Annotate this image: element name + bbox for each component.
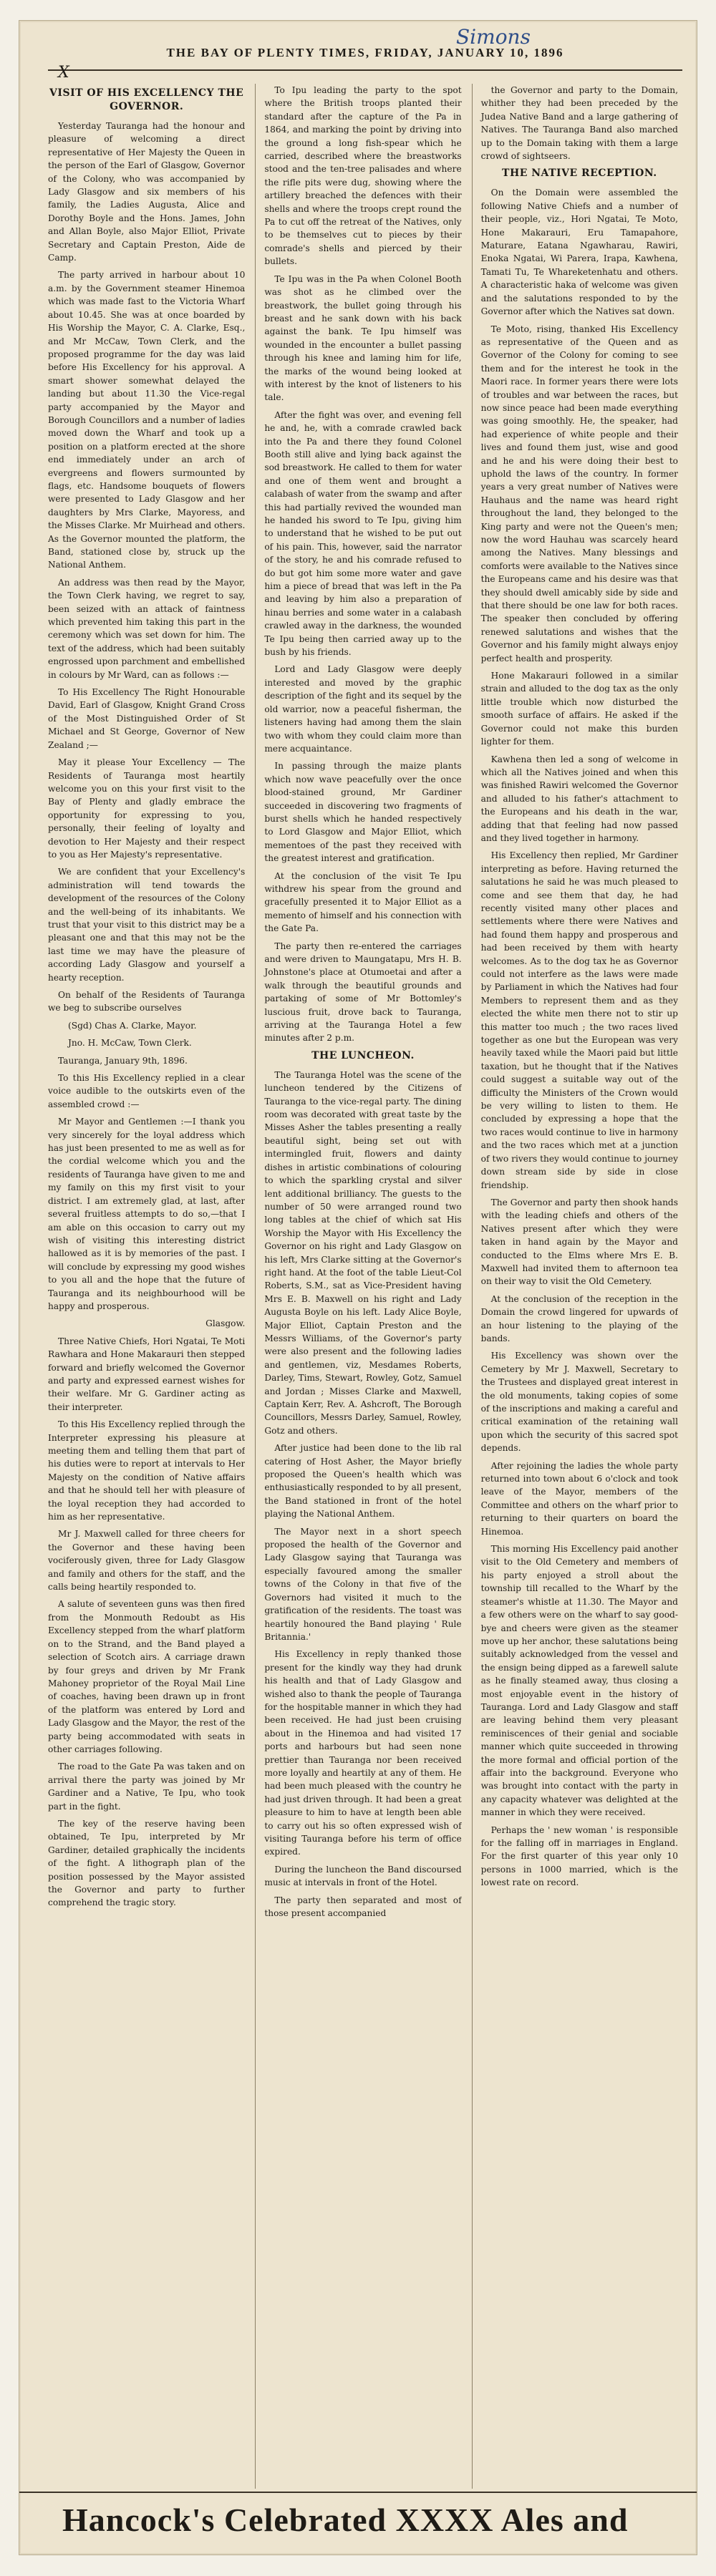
paragraph: The party then separated and most of those present accompanied — [264, 1895, 462, 1919]
paragraph: The road to the Gate Pa was taken and on arrival there the party was joined by Mr Gardiner and a Native, Te Ipu, who took part in the fight. — [48, 1761, 246, 1812]
paragraph: To this His Excellency replied in a clear voice audible to the outskirts even of the assembled crowd :— — [48, 1073, 246, 1109]
paragraph: Te Moto, rising, thanked His Excellency as representative of the Queen and as Governor of the Colony for coming to see them and for the interest he took in the Maori race. In former years there were lots of troubles and war between the races, but now since peace had been made everything was going smoothly. He, the speaker, had had experience of white people and their lives and found them just, wise and good and he and his were doing their best to uphold the laws of the country. In former years a very great number of Natives were Hauhaus and the name was heard right throughout the land, they belonged to the King party and were not the Queen's men; now the word Hauhau was scarcely heard among the Natives. Many blessings and comforts were available to the Natives since the Europeans came and his desire was that they should dwell amicably side by side and that there should be one law for both races. The speaker then concluded by offering renewed salutations and wishes that the Governor and his family might always enjoy perfect health and prosperity. — [480, 324, 678, 664]
section-heading: THE LUNCHEON. — [311, 1049, 415, 1061]
paragraph: To this His Excellency replied through the Interpreter expressing his pleasure at meeting them and telling them that part of his duties were to report at intervals to Her Majesty on the condition of Native affairs and that he should tell her with pleasure of the loyal reception they had accorded to him as her representative. — [48, 1419, 246, 1522]
paragraph: The Mayor next in a short speech proposed the health of the Governor and Lady Glasgow saying that Tauranga was especially favoured among the smaller towns of the Colony in that five of the Governors had visited it much to the gratification of the residents. The toast was heartily honoured the Band playing ' Rule Britannia.' — [264, 1526, 462, 1642]
paragraph: May it please Your Excellency — The Residents of Tauranga most heartily welcome you on this your first visit to the Bay of Plenty and gladly embrace the opportunity for expressing to you, personally, their feeling of loyalty and devotion to Her Majesty and their respect to you as Her Majesty's representative. — [48, 757, 246, 860]
paragraph: Perhaps the ' new woman ' is responsible for the falling off in marriages in England. For the first quarter of this year only 10 persons in 1000 married, which is the lowest rate on record. — [480, 1824, 678, 1888]
paragraph: After the fight was over, and evening fell he and, he, with a comrade crawled back into the Pa and there they found Colonel Booth still alive and lying back against the sod breastwork. He called to them for water and one of them went and brought a calabash of water from the swamp and after this had partially revived the wounded man he handed his sword to Te Ipu, giving him to understand that he wished to be put out of his pain. This, however, said the narrator of the story, he and his comrade refused to do but got him some more water and gave him a piece of bread that was left in the Pa and leaving by him also a preparation of hinau berries and some water in a calabash crawled away in the darkness, the wounded Te Ipu being then carried away up to the bush by his friends. — [264, 409, 462, 658]
paragraph: To His Excellency The Right Honourable David, Earl of Glasgow, Knight Grand Cross of the Most Distinguished Order of St Michael and St George, Governor of New Zealand ;— — [48, 687, 246, 750]
advert-banner: Hancock's Celebrated XXXX Ales and — [19, 2492, 697, 2550]
paragraph: To Ipu leading the party to the spot where the British troops planted their standard after the capture of the Pa in 1864, and marking the point by driving into the ground a long fish-spear which he carried, described where the breastworks stood and the ten-tree palisades and where the rifle pits were dug, showing where the artillery breached the defences with their shells and where the troops crept round the Pa to cut off the retreat of the Natives, only to be themselves cut to pieces by their comrade's shells and pierced by their bullets. — [264, 85, 462, 267]
paragraph: On behalf of the Residents of Tauranga we beg to subscribe ourselves — [48, 990, 246, 1014]
paragraph: Kawhena then led a song of welcome in which all the Natives joined and when this was finished Rawiri welcomed the Governor and alluded to his father's attachment to the Europeans and his death in the war, adding that that feeling had now passed and they lived together in harmony. — [480, 754, 678, 843]
column-1 — [48, 84, 245, 2489]
masthead: THE BAY OF PLENTY TIMES, FRIDAY, JANUARY 10, 1896 — [48, 41, 682, 71]
paragraph: After rejoining the ladies the whole party returned into town about 6 o'clock and took leave of the Mayor, members of the Committee and others on the wharf prior to returning to their quarters on board the Hinemoa. — [480, 1460, 678, 1537]
section-heading: THE NATIVE RECEPTION. — [502, 167, 657, 180]
paragraph: At the conclusion of the reception in the Domain the crowd lingered for upwards of an hour listening to the playing of the bands. — [480, 1293, 678, 1343]
newspaper-clipping — [19, 20, 697, 2555]
paragraph: This morning His Excellency paid another visit to the Old Cemetery and members of his party enjoyed a stroll about the township till recalled to the Wharf by the steamer's whistle at 11.30. The Mayor and a few others were on the wharf to say good-bye and cheers were given as the steamer move up her anchor, these salutations being suitably acknowledged from the vessel and the ensign being dipped as a farewell salute as he finally steamed away, thus closing a most enjoyable event in the history of Tauranga. Lord and Lady Glasgow and staff are leaving behind them very pleasant reminiscences of their genial and sociable manner which quite succeeded in throwing the more formal and official portion of the affair into the background. Everyone who was brought into contact with the party in any capacity whatever was delighted at the manner in which they were received. — [480, 1544, 678, 1818]
paragraph: The party then re-entered the carriages and were driven to Maungatapu, Mrs H. B. Johnstone's place at Otumoetai and after a walk through the beautiful grounds and partaking of some of Mr Bottomley's luscious fruit, drove back to Tauranga, arriving at the Tauranga Hotel a few minutes after 2 p.m. — [264, 941, 462, 1044]
paragraph: His Excellency then replied, Mr Gardiner interpreting as before. Having returned the salutations he said he was much pleased to come and see them that day, he had recently visited many other places and settlements where there were Natives and had found them happy and prosperous and had been received by them with hearty welcomes. As to the dog tax he as Governor could not interfere as the laws were made by Parliament in which the Natives had four Members to represent them and as they elected the white men there not to stir up this matter too much ; the two races lived together as one but the European was very heavily taxed while the Maori paid but little taxation, but he thought that if the Natives could suggest a suitable way out of the difficulty the Ministers of the Crown would be very willing to listen to them. He concluded by expressing a hope that the two races would continue to live in harmony and the two races which met at a junction of two rivers they would continue to journey down stream side by side in close friendship. — [480, 850, 678, 1190]
paragraph: The key of the reserve having been obtained, Te Ipu, interpreted by Mr Gardiner, detailed graphically the incidents of the fight. A lithograph plan of the position possessed by the Mayor assisted the Governor and party to further comprehend the tragic story. — [48, 1818, 246, 1908]
page-mark: X — [58, 64, 69, 82]
column-2 — [255, 84, 461, 2489]
paragraph: His Excellency was shown over the Cemetery by Mr J. Maxwell, Secretary to the Trustees and displayed great interest in the old monuments, taking copies of some of the inscriptions and making a careful and critical examination of the retaining wall upon which the security of this sacred spot depends. — [480, 1351, 678, 1454]
paragraph: Three Native Chiefs, Hori Ngatai, Te Moti Rawhara and Hone Makarauri then stepped forward and briefly welcomed the Governor and party and expressed earnest wishes for their welfare. Mr G. Gardiner acting as their interpreter. — [48, 1336, 246, 1412]
paragraph: Tauranga, January 9th, 1896. — [58, 1055, 188, 1066]
paragraph: The Tauranga Hotel was the scene of the luncheon tendered by the Citizens of Tauranga to the vice-regal party. The dining room was decorated with great taste by the Misses Asher the tables presenting a really beautiful sight, being set out with intermingled fruit, flowers and dainty dishes in artistic combinations of colouring to which the sparkling crystal and silver lent additional brilliancy. The guests to the number of 50 were arranged round two long tables at the chief of which sat His Worship the Mayor with His Excellency the Governor on his right and Lady Glasgow on his left, Mrs Clarke sitting at the Governor's right hand. At the foot of the table Lieut-Col Roberts, S.M., sat as Vice-President having Mrs E. B. Maxwell on his right and Lady Augusta Boyle on his left. Lady Alice Boyle, Major Elliot, Captain Preston and the Messrs Williams, of the Governor's party were also present and the following ladies and gentlemen, viz, Mesdames Roberts, Darley, Tims, Stewart, Rowley, Gotz, Samuel and Jordan ; Misses Clarke and Maxwell, Captain Kerr, Rev. A. Ashcroft, The Borough Councillors, Messrs Darley, Samuel, Rowley, Gotz and others. — [264, 1069, 462, 1436]
paragraph: We are confident that your Excellency's administration will tend towards the development of the resources of the Colony and the well-being of its inhabitants. We trust that your visit to this district may be a pleasant one and that this may not be the last time we may have the pleasure of according Lady Glasgow and yourself a hearty reception. — [48, 867, 246, 983]
paragraph: The party arrived in harbour about 10 a.m. by the Government steamer Hinemoa which was made fast to the Victoria Wharf about 10.45. She was at once boarded by His Worship the Mayor, C. A. Clarke, Esq., and Mr McCaw, Town Clerk, and the proposed programme for the day was laid before His Excellency for his approval. A smart shower somewhat delayed the landing but about 11.30 the Vice-regal party accompanied by the Mayor and Borough Councillors and a number of ladies moved down the Wharf and took up a position on a platform erected at the shore end immediately under an arch of evergreens and flowers surmounted by flags, etc. Handsome bouquets of flowers were presented to Lady Glasgow and her daughters by Mrs Clarke, Mayoress, and the Misses Clarke. Mr Muirhead and others. As the Governor mounted the platform, the Band, stationed close by, struck up the National Anthem. — [48, 270, 246, 570]
paragraph: During the luncheon the Band discoursed music at intervals in front of the Hotel. — [264, 1864, 462, 1888]
paragraph: Lord and Lady Glasgow were deeply interested and moved by the graphic description of the fight and its sequel by the old warrior, now a peaceful fisherman, the listeners having had among them the slain two with whom they could claim more than mere acquaintance. — [264, 664, 462, 754]
paragraph: Mr J. Maxwell called for three cheers for the Governor and these having been vociferously given, three for Lady Glasgow and family and others for the staff, and the calls being heartily responded to. — [48, 1529, 246, 1593]
paragraph: (Sgd) Chas A. Clarke, Mayor. — [68, 1020, 197, 1031]
article-columns — [48, 84, 678, 2489]
paragraph: The Governor and party then shook hands with the leading chiefs and others of the Natives present after which they were taken in hand again by the Mayor and conducted to the Elms where Mrs E. B. Maxwell had invited them to afternoon tea on their way to visit the Old Cemetery. — [480, 1197, 678, 1287]
paragraph: Glasgow. — [205, 1318, 246, 1329]
paragraph: After justice had been done to the lib ral catering of Host Asher, the Mayor briefly proposed the Queen's health which was enthusiastically responded to by all present, the Band stationed in front of the hotel playing the National Anthem. — [264, 1443, 462, 1520]
handwritten-annotation: Simons — [456, 25, 531, 49]
paragraph: Hone Makarauri followed in a similar strain and alluded to the dog tax as the only little trouble which now disturbed the smooth surface of affairs. He asked if the Governor could not make this burden lighter for them. — [480, 671, 678, 747]
paragraph: Te Ipu was in the Pa when Colonel Booth was shot as he climbed over the breastwork, the bullet going through his breast and he sank down with his back against the bank. Te Ipu himself was wounded in the encounter a bullet passing through his knee and laming him for life, the marks of the wound being looked at with interest by the knot of listeners to his tale. — [264, 273, 462, 403]
paragraph: On the Domain were assembled the following Native Chiefs and a number of their people, viz., Hori Ngatai, Te Moto, Hone Makarauri, Eru Tamapahore, Maturare, Eatana Ngawharau, Rawiri, Enoka Ngatai, Wi Parera, Irapa, Kawhena, Tamati Tu, Te Whareketenhatu and others. A characteristic haka of welcome was given and the salutations responded to by the Governor after which the Natives sat down. — [480, 188, 678, 317]
paragraph: Jno. H. McCaw, Town Clerk. — [68, 1038, 192, 1049]
paragraph: In passing through the maize plants which now wave peacefully over the once blood-stained ground, Mr Gardiner succeeded in discovering two fragments of burst shells which he handed respectively to Lord Glasgow and Major Elliot, which mementoes of the past they received with the greatest interest and gratification. — [264, 761, 462, 864]
column-3 — [472, 84, 678, 2489]
paragraph: Yesterday Tauranga had the honour and pleasure of welcoming a direct representative of Her Majesty the Queen in the person of the Earl of Glasgow, Governor of the Colony, who was accompanied by Lady Glasgow and six members of his family, the Ladies Augusta, Alice and Dorothy Boyle and the Hons. James, John and Allan Boyle, also Major Elliot, Private Secretary and Captain Preston, Aide de Camp. — [48, 121, 246, 263]
paragraph: A salute of seventeen guns was then fired from the Monmouth Redoubt as His Excellency stepped from the wharf platform on to the Strand, and the Band played a selection of Scotch airs. A carriage drawn by four greys and driven by Mr Frank Mahoney proprietor of the Royal Mail Line of coaches, having been drawn up in front of the platform was entered by Lord and Lady Glasgow and the Mayor, the rest of the party being accommodated with seats in other carriages following. — [48, 1599, 246, 1754]
paragraph: An address was then read by the Mayor, the Town Clerk having, we regret to say, been seized with an attack of faintness which prevented him taking this part in the ceremony which was set down for him. The text of the address, which had been suitably engrossed upon parchment and embellished in colours by Mr Ward, can as follows :— — [48, 577, 246, 680]
paragraph: At the conclusion of the visit Te Ipu withdrew his spear from the ground and gracefully presented it to Major Elliot as a memento of himself and his connection with the Gate Pa. — [264, 870, 462, 934]
section-heading: VISIT OF HIS EXCELLENCY THE GOVERNOR. — [49, 87, 244, 112]
paragraph: His Excellency in reply thanked those present for the kindly way they had drunk his health and that of Lady Glasgow and wished also to thank the people of Tauranga for the hospitable manner in which they had been received. He had just been cruising about in the Hinemoa and had visited 17 ports and harbours but had seen none prettier than Tauranga nor been received more loyally and heartily at any of them. He had been much pleased with the country he had just driven through. It had been a great pleasure to him to have at length been able to carry out his so often expressed wish of visiting Tauranga before his term of office expired. — [264, 1649, 462, 1857]
paragraph: Mr Mayor and Gentlemen :—I thank you very sincerely for the loyal address which has just been presented to me as well as for the cordial welcome which you and the residents of Tauranga have given to me and my family on this my first visit to your district. I am extremely glad, at last, after several fruitless attempts to do so,—that I am able on this occasion to carry out my wish of visiting this interesting district hallowed as it is by memories of the past. I will conclude by expressing my good wishes to you all and the hope that the future of Tauranga and its neighbourhood will be happy and prosperous. — [48, 1117, 246, 1311]
paragraph: the Governor and party to the Domain, whither they had been preceded by the Judea Native Band and a large gathering of Natives. The Tauranga Band also marched up to the Domain taking with them a large crowd of sightseers. — [480, 85, 678, 162]
